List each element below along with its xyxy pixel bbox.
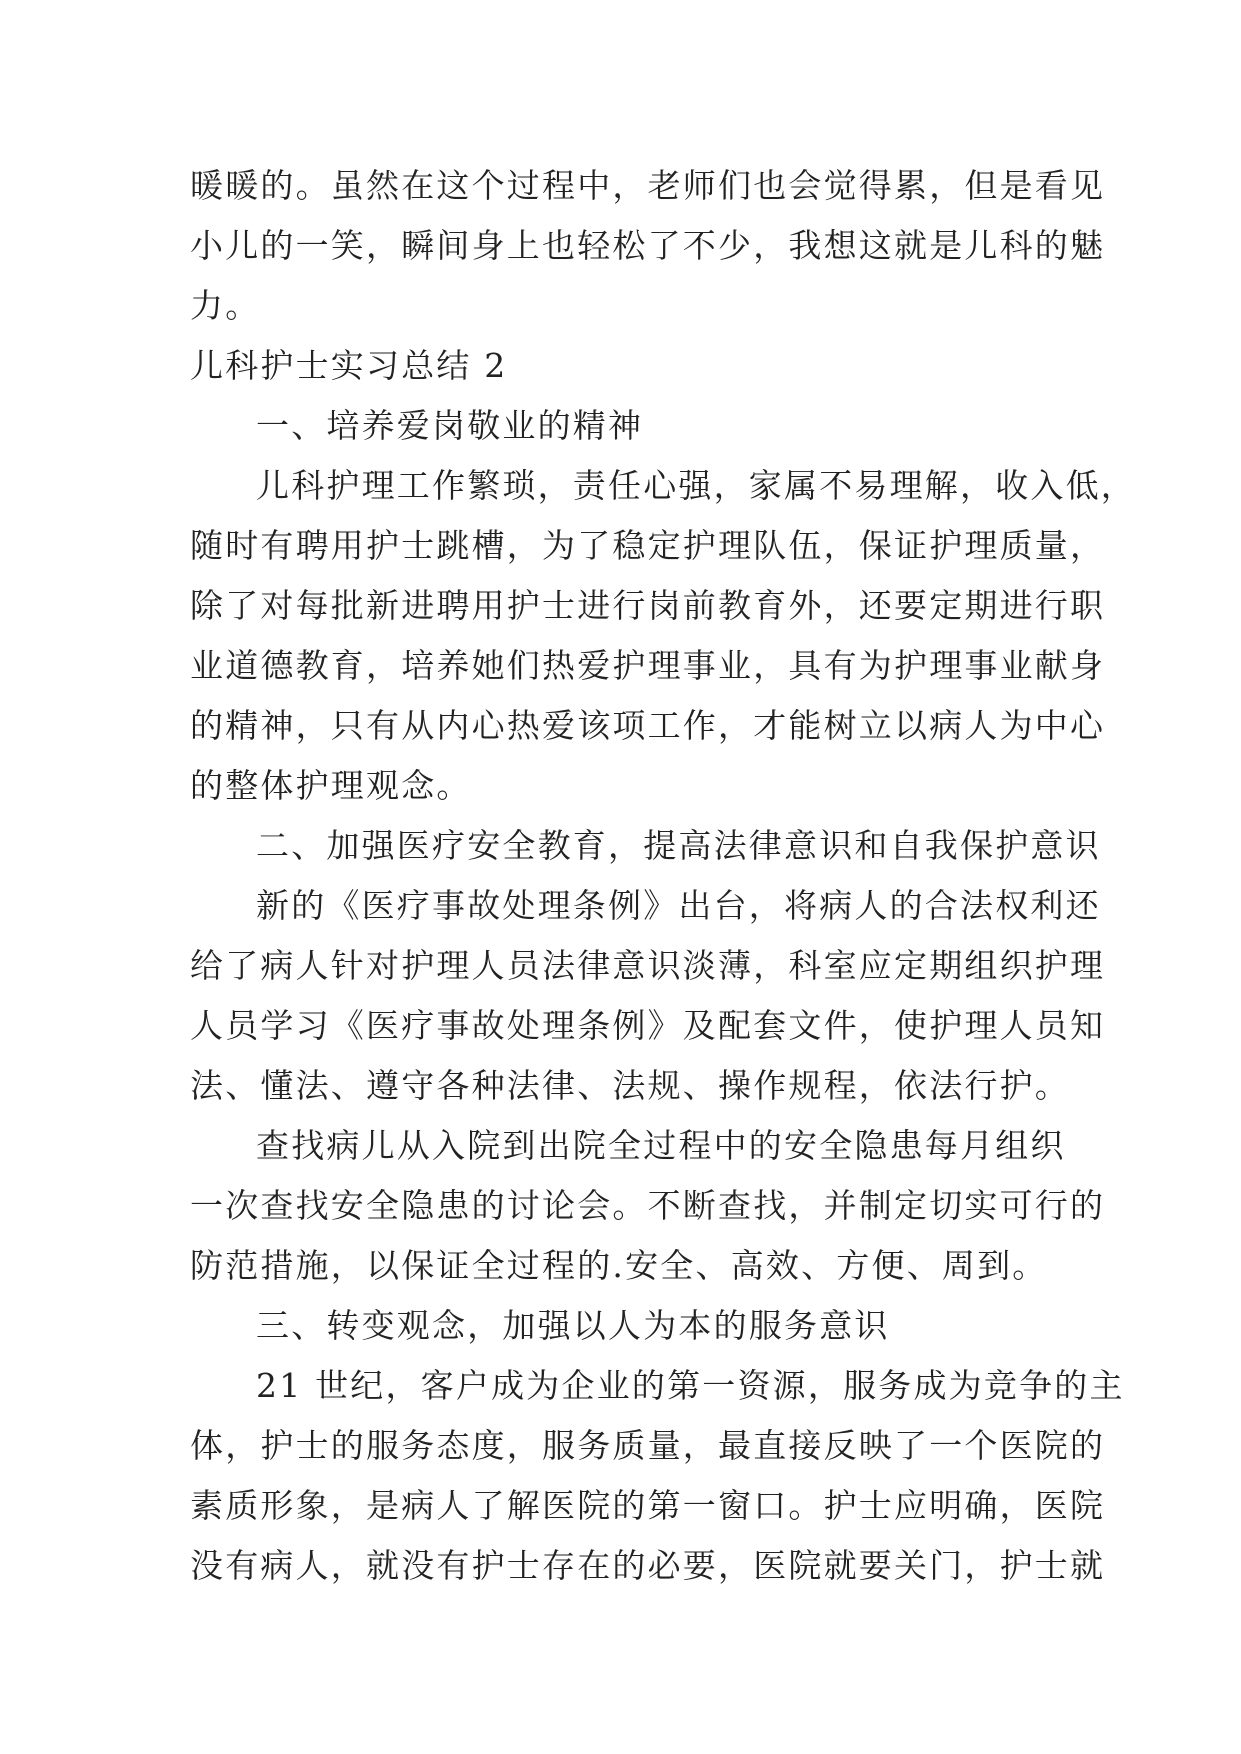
text-line: 人员学习《医疗事故处理条例》及配套文件，使护理人员知: [190, 1006, 1106, 1045]
document-body: [190, 156, 1136, 1596]
text-line: 除了对每批新进聘用护士进行岗前教育外，还要定期进行职: [190, 586, 1106, 625]
text-line: 一次查找安全隐患的讨论会。不断查找，并制定切实可行的: [190, 1186, 1106, 1225]
text-line: 没有病人，就没有护士存在的必要，医院就要关门，护士就: [190, 1546, 1106, 1585]
text-line: 儿科护士实习总结 2: [190, 346, 508, 385]
text-line: 三、转变观念，加强以人为本的服务意识: [256, 1306, 890, 1345]
text-line: 给了病人针对护理人员法律意识淡薄，科室应定期组织护理: [190, 946, 1106, 985]
text-line: 新的《医疗事故处理条例》出台，将病人的合法权利还: [256, 886, 1101, 925]
text-line: 二、加强医疗安全教育，提高法律意识和自我保护意识: [256, 826, 1101, 865]
text-line: 查找病儿从入院到出院全过程中的安全隐患每月组织: [256, 1126, 1066, 1165]
text-line: 素质形象，是病人了解医院的第一窗口。护士应明确，医院: [190, 1486, 1106, 1525]
text-line: 21 世纪，客户成为企业的第一资源，服务成为竞争的主: [256, 1366, 1125, 1405]
text-line: 儿科护理工作繁琐，责任心强，家属不易理解，收入低，: [256, 466, 1136, 505]
text-line: 法、懂法、遵守各种法律、法规、操作规程，依法行护。: [190, 1066, 1070, 1105]
text-line: 小儿的一笑，瞬间身上也轻松了不少，我想这就是儿科的魅: [190, 226, 1106, 265]
text-line: 暖暖的。虽然在这个过程中，老师们也会觉得累，但是看见: [190, 166, 1106, 205]
text-line: 的精神，只有从内心热爱该项工作，才能树立以病人为中心: [190, 706, 1106, 745]
text-line: 业道德教育，培养她们热爱护理事业，具有为护理事业献身: [190, 646, 1106, 685]
text-line: 的整体护理观念。: [190, 766, 472, 805]
text-line: 防范措施，以保证全过程的.安全、高效、方便、周到。: [190, 1246, 1048, 1285]
text-line: 一、培养爱岗敬业的精神: [256, 406, 644, 445]
text-line: 随时有聘用护士跳槽，为了稳定护理队伍，保证护理质量，: [190, 526, 1106, 565]
text-line: 力。: [190, 286, 261, 325]
text-line: 体，护士的服务态度，服务质量，最直接反映了一个医院的: [190, 1426, 1106, 1465]
